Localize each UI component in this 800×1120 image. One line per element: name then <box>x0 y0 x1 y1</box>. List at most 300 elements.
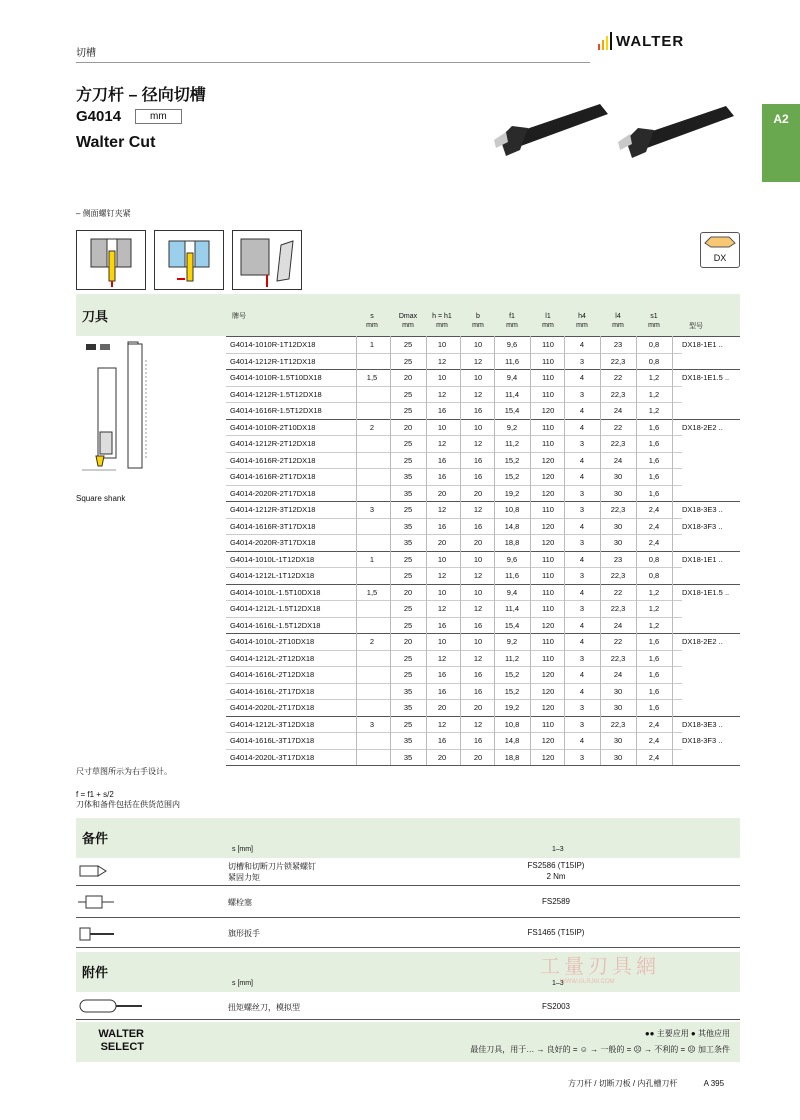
table-cell: 9,2 <box>506 637 518 646</box>
watermark-url: WWW.GLRJW.COM <box>560 979 615 985</box>
header-rule <box>76 62 590 63</box>
table-cell: 110 <box>542 389 554 399</box>
table-cell: 11,4 <box>504 604 520 613</box>
table-cell: 22 <box>613 422 623 432</box>
table-cell: 110 <box>542 587 554 597</box>
table-cell: DX18-2E2 .. <box>682 637 723 646</box>
watermark <box>540 950 660 985</box>
table-cell: 2 <box>369 422 375 432</box>
table-cell: 4 <box>579 620 585 630</box>
table-cell: 1,6 <box>648 488 660 498</box>
table-cell: 25 <box>403 406 413 415</box>
table-row[interactable] <box>226 534 740 551</box>
table-cell: 120 <box>541 686 555 696</box>
brand-name: Walter Cut <box>76 134 156 151</box>
table-cell: 1,2 <box>648 604 660 613</box>
table-cell: 35 <box>403 472 413 481</box>
table-cell: 12 <box>473 389 483 399</box>
table-cell: 4 <box>579 521 585 531</box>
table-cell: 2,4 <box>648 521 660 531</box>
table-cell: 4 <box>579 373 585 382</box>
cutoff-icon <box>154 230 224 290</box>
table-cell: 1,6 <box>648 439 660 448</box>
part-number-cell: G4014-1616L-2T12DX18 <box>230 670 315 679</box>
table-row[interactable] <box>226 452 740 469</box>
table-cell: 12 <box>473 653 483 663</box>
table-cell: 16 <box>473 472 483 481</box>
table-cell: 25 <box>403 356 413 366</box>
spare-row-screw <box>76 858 740 886</box>
table-row[interactable] <box>226 386 740 403</box>
table-cell: DX18-3F3 .. <box>682 521 723 531</box>
table-cell: 120 <box>541 455 555 465</box>
table-cell: 110 <box>542 637 554 646</box>
table-cell: 14,8 <box>504 736 520 745</box>
table-row[interactable] <box>226 468 740 485</box>
table-row[interactable] <box>226 584 740 601</box>
spares-sub-right: 1–3 <box>552 846 564 853</box>
table-cell: 24 <box>613 406 623 415</box>
table-cell: 10 <box>473 373 483 382</box>
column-divider <box>672 336 673 765</box>
table-cell: DX18-3F3 .. <box>682 736 723 745</box>
accessories-title: 附件 <box>82 965 109 980</box>
part-number-cell: G4014-1616R-3T17DX18 <box>230 521 316 531</box>
table-cell: 30 <box>613 488 623 498</box>
table-cell: 2 <box>369 637 375 646</box>
table-row[interactable] <box>226 435 740 452</box>
accessory-row <box>76 992 740 1020</box>
table-cell: 16 <box>437 736 447 745</box>
tool-image-left <box>612 98 740 170</box>
table-cell: 0,8 <box>648 356 660 366</box>
table-row[interactable] <box>226 567 740 584</box>
table-cell: 20 <box>403 422 413 432</box>
table-cell: 12 <box>473 571 483 580</box>
table-cell: 20 <box>473 488 483 498</box>
part-number-cell: G4014-1212L-3T12DX18 <box>230 719 315 729</box>
table-cell: 1,6 <box>648 422 660 432</box>
part-number-cell: G4014-1212R-1.5T12DX18 <box>230 389 322 399</box>
table-cell: 10 <box>473 554 483 564</box>
table-cell: 30 <box>613 472 623 481</box>
table-cell: 3 <box>369 505 375 514</box>
table-cell: 20 <box>437 488 447 498</box>
table-cell: 12 <box>473 439 483 448</box>
table-cell: 12 <box>437 389 447 399</box>
plug-icon <box>76 890 116 914</box>
table-cell: 12 <box>437 356 447 366</box>
part-number-cell: G4014-2020L-3T17DX18 <box>230 752 315 762</box>
table-cell: 10 <box>473 340 483 349</box>
table-cell: 9,2 <box>506 422 518 432</box>
table-cell: 4 <box>579 455 585 465</box>
table-row[interactable] <box>226 485 740 502</box>
table-cell: 1,2 <box>648 587 660 597</box>
table-row[interactable] <box>226 749 740 766</box>
table-cell: 3 <box>579 538 585 547</box>
table-cell: 20 <box>403 373 413 382</box>
table-cell: 4 <box>579 736 585 745</box>
walter-select-badge <box>76 1022 148 1062</box>
table-cell: 35 <box>403 752 413 762</box>
table-cell: DX18-3E3 .. <box>682 719 723 729</box>
table-cell: 3 <box>579 439 585 448</box>
table-cell: 110 <box>542 422 554 432</box>
table-cell: 1,6 <box>648 686 660 696</box>
footer-text: 方刀杆 / 切断刀板 / 内孔槽刀杆 <box>568 1079 678 1088</box>
column-divider <box>460 336 461 765</box>
spare-value: FS1465 (T15IP) <box>527 928 585 937</box>
table-cell: 16 <box>473 620 483 630</box>
table-cell: 16 <box>473 406 483 415</box>
table-cell: 30 <box>613 538 623 547</box>
table-cell: 30 <box>613 736 623 745</box>
table-row[interactable] <box>226 501 740 518</box>
table-cell: 10,8 <box>504 719 520 729</box>
column-divider <box>426 336 427 765</box>
table-row[interactable] <box>226 402 740 419</box>
table-cell: 14,8 <box>504 521 520 531</box>
watermark-text: 工量刃具網 <box>540 956 660 978</box>
table-cell: 10 <box>473 422 483 432</box>
table-cell: 4 <box>579 340 585 349</box>
table-cell: 3 <box>579 356 585 366</box>
table-cell: 25 <box>403 719 413 729</box>
logo-text: WALTER <box>616 32 685 50</box>
table-cell: 16 <box>437 455 447 465</box>
column-header: 牌号 <box>232 313 246 320</box>
table-cell: 16 <box>473 670 483 679</box>
column-header: h4 mm <box>576 313 588 329</box>
side-tab[interactable]: A2 <box>762 104 800 182</box>
table-cell: 1,2 <box>648 406 660 415</box>
table-row[interactable] <box>226 518 740 535</box>
table-cell: DX18-1E1 .. <box>682 554 723 564</box>
table-end-rule <box>226 765 740 766</box>
table-cell: 1,6 <box>648 472 660 481</box>
conditions-legend: 最佳刀具，用于… → 良好的 = ☺ → 一般的 = ☹ → 不利的 = ☹ 加工条件 <box>470 1045 730 1054</box>
table-cell: 22,3 <box>610 389 626 399</box>
part-number-cell: G4014-1616L-3T17DX18 <box>230 736 315 745</box>
table-cell: 0,8 <box>648 340 660 349</box>
part-number-cell: G4014-1616L-2T17DX18 <box>230 686 315 696</box>
table-cell: 22 <box>613 587 623 597</box>
part-number-cell: G4014-1616R-2T17DX18 <box>230 472 316 481</box>
table-cell: 12 <box>437 505 447 514</box>
table-cell: 11,6 <box>504 356 520 366</box>
spares-sub-left: s [mm] <box>232 846 253 853</box>
table-cell: 20 <box>473 538 483 547</box>
table-cell: 16 <box>437 620 447 630</box>
table-cell: 110 <box>542 719 554 729</box>
part-number-cell: G4014-1616L-1.5T12DX18 <box>230 620 321 630</box>
table-row[interactable] <box>226 353 740 370</box>
table-cell: 25 <box>403 389 413 399</box>
flag-wrench-icon <box>76 922 116 946</box>
spares-title: 备件 <box>82 831 109 846</box>
table-cell: 22,3 <box>610 653 626 663</box>
technical-drawing <box>76 340 224 490</box>
table-cell: 3 <box>579 719 585 729</box>
column-header: s1 mm <box>648 313 660 329</box>
table-cell: 30 <box>613 521 623 531</box>
unit-badge: mm <box>135 109 182 124</box>
spare-desc: 切槽和切断刀片锁紧螺钉 <box>228 862 316 871</box>
table-cell: 22 <box>613 373 623 382</box>
accessory-desc: 扭矩螺丝刀，模拟型 <box>228 1003 300 1012</box>
table-cell: 10 <box>473 637 483 646</box>
table-cell: 4 <box>579 554 585 564</box>
table-cell: 110 <box>542 653 554 663</box>
table-cell: 110 <box>542 356 554 366</box>
table-cell: 120 <box>541 406 555 415</box>
accessories-sub-right: 1–3 <box>552 980 564 987</box>
table-cell: 120 <box>541 736 555 745</box>
spare-row-plug <box>76 886 740 918</box>
spare-value-2: 2 Nm <box>546 872 566 881</box>
table-cell: 12 <box>437 653 447 663</box>
table-cell: 11,2 <box>504 653 520 663</box>
part-number-cell: G4014-1616R-2T12DX18 <box>230 455 316 465</box>
spare-desc: 旗形扳手 <box>228 929 260 938</box>
table-cell: 25 <box>403 505 413 514</box>
part-number-cell: G4014-1010R-2T10DX18 <box>230 422 316 432</box>
column-divider <box>356 336 357 765</box>
table-cell: 1 <box>369 554 375 564</box>
table-row[interactable] <box>226 633 740 650</box>
table-cell: 18,8 <box>504 538 520 547</box>
table-cell: 2,4 <box>648 719 660 729</box>
table-cell: 22,3 <box>610 604 626 613</box>
table-cell: 25 <box>403 439 413 448</box>
table-row[interactable] <box>226 369 740 386</box>
table-cell: 22,3 <box>610 719 626 729</box>
table-cell: 15,2 <box>504 472 520 481</box>
table-cell: 22 <box>613 637 623 646</box>
table-cell: 35 <box>403 488 413 498</box>
spares-header <box>76 818 740 858</box>
table-cell: 20 <box>437 703 447 712</box>
table-cell: 20 <box>403 637 413 646</box>
table-cell: 12 <box>437 571 447 580</box>
select-badge-line1: WALTER <box>98 1028 144 1040</box>
table-cell: 30 <box>613 752 623 762</box>
walter-logo <box>598 32 684 50</box>
table-cell: 3 <box>579 505 585 514</box>
table-cell: 1,5 <box>366 373 378 382</box>
clamp-note: – 侧面螺钉夹紧 <box>76 209 131 218</box>
drawing-caption: Square shank <box>76 494 126 503</box>
table-cell: 16 <box>437 686 447 696</box>
table-row[interactable] <box>226 650 740 667</box>
table-cell: 4 <box>579 406 585 415</box>
table-cell: 110 <box>542 373 554 382</box>
insert-type-badge <box>700 232 740 268</box>
table-cell: 25 <box>403 571 413 580</box>
table-cell: 20 <box>403 587 413 597</box>
spare-row-wrench <box>76 918 740 948</box>
column-header: 型号 <box>689 323 703 330</box>
logo-bars-icon <box>598 32 612 50</box>
table-cell: 12 <box>473 719 483 729</box>
table-cell: 4 <box>579 472 585 481</box>
table-cell: 120 <box>541 670 555 679</box>
table-cell: 15,2 <box>504 670 520 679</box>
spare-value: FS2586 (T15IP) <box>527 861 585 870</box>
column-header: s mm <box>366 313 378 329</box>
part-number-cell: G4014-1010L-1.5T10DX18 <box>230 587 321 597</box>
column-divider <box>390 336 391 765</box>
tools-section-title: 刀具 <box>82 309 109 324</box>
table-cell: 22,3 <box>610 439 626 448</box>
table-cell: 24 <box>613 455 623 465</box>
table-cell: 110 <box>542 505 554 514</box>
part-number-cell: G4014-1212R-3T12DX18 <box>230 505 316 514</box>
table-cell: 2,4 <box>648 505 660 514</box>
table-cell: 23 <box>613 554 623 564</box>
table-cell: DX18-2E2 .. <box>682 422 723 432</box>
table-cell: 120 <box>541 538 555 547</box>
table-cell: 3 <box>579 604 585 613</box>
column-divider <box>530 336 531 765</box>
table-cell: 110 <box>542 571 554 580</box>
table-cell: 10 <box>437 587 447 597</box>
table-cell: 4 <box>579 686 585 696</box>
table-cell: 4 <box>579 670 585 679</box>
table-row[interactable] <box>226 336 740 353</box>
table-cell: 24 <box>613 670 623 679</box>
table-row[interactable] <box>226 551 740 568</box>
table-cell: 15,2 <box>504 455 520 465</box>
table-cell: 16 <box>437 521 447 531</box>
part-number-cell: G4014-1212R-1T12DX18 <box>230 356 316 366</box>
table-cell: 3 <box>369 719 375 729</box>
table-cell: 120 <box>541 521 555 531</box>
column-divider <box>564 336 565 765</box>
table-cell: 10 <box>473 587 483 597</box>
table-cell: 16 <box>473 736 483 745</box>
table-cell: 4 <box>579 587 585 597</box>
part-number-cell: G4014-2020L-2T17DX18 <box>230 703 315 712</box>
table-cell: 11,4 <box>504 389 520 399</box>
table-cell: 15,4 <box>504 620 520 630</box>
table-cell: 12 <box>473 356 483 366</box>
column-header: Dmax mm <box>398 313 418 329</box>
table-cell: 12 <box>437 719 447 729</box>
table-cell: 1,6 <box>648 670 660 679</box>
table-cell: 110 <box>542 604 554 613</box>
part-number-cell: G4014-1212R-2T12DX18 <box>230 439 316 448</box>
table-cell: DX18-1E1 .. <box>682 340 723 349</box>
table-row[interactable] <box>226 666 740 683</box>
section-label: 切槽 <box>76 48 96 59</box>
part-number-cell: G4014-1212L-1.5T12DX18 <box>230 604 321 613</box>
table-cell: 3 <box>579 653 585 663</box>
table-cell: 4 <box>579 422 585 432</box>
note-scope: 刀体和备件包括在供货范围内 <box>76 800 180 809</box>
table-cell: 35 <box>403 538 413 547</box>
table-cell: 2,4 <box>648 736 660 745</box>
table-cell: 16 <box>473 521 483 531</box>
accessories-sub-left: s [mm] <box>232 980 253 987</box>
table-cell: 30 <box>613 686 623 696</box>
table-cell: 10 <box>437 637 447 646</box>
application-legend: ●● 主要应用 ● 其他应用 <box>644 1029 730 1038</box>
table-cell: 20 <box>437 538 447 547</box>
table-cell: 24 <box>613 620 623 630</box>
product-code-row <box>76 108 182 125</box>
table-cell: 35 <box>403 736 413 745</box>
table-cell: 3 <box>579 703 585 712</box>
part-number-cell: G4014-1616R-1.5T12DX18 <box>230 406 322 415</box>
part-number-cell: G4014-2020R-3T17DX18 <box>230 538 316 547</box>
profiling-icon <box>232 230 302 290</box>
table-cell: 19,2 <box>504 488 520 498</box>
table-cell: 120 <box>541 620 555 630</box>
table-cell: 110 <box>542 554 554 564</box>
column-header: f1 mm <box>506 313 518 329</box>
select-badge-line2: SELECT <box>100 1041 144 1053</box>
table-row[interactable] <box>226 600 740 617</box>
table-cell: 15,2 <box>504 686 520 696</box>
table-cell: 2,4 <box>648 752 660 762</box>
table-row[interactable] <box>226 716 740 733</box>
part-number-cell: G4014-1010R-1.5T10DX18 <box>230 373 322 382</box>
table-cell: 22,3 <box>610 571 626 580</box>
table-cell: 16 <box>437 472 447 481</box>
part-number-cell: G4014-1010L-2T10DX18 <box>230 637 315 646</box>
table-cell: 9,4 <box>506 587 518 597</box>
table-cell: 20 <box>437 752 447 762</box>
table-cell: 25 <box>403 604 413 613</box>
spare-value: FS2589 <box>541 897 571 906</box>
table-cell: 20 <box>473 703 483 712</box>
table-cell: 25 <box>403 620 413 630</box>
table-row[interactable] <box>226 683 740 700</box>
table-cell: 30 <box>613 703 623 712</box>
table-cell: 120 <box>541 488 555 498</box>
table-row[interactable] <box>226 732 740 749</box>
table-row[interactable] <box>226 617 740 634</box>
dx-label: DX <box>713 253 727 263</box>
table-cell: 3 <box>579 571 585 580</box>
table-cell: 1 <box>369 340 375 349</box>
table-cell: 11,2 <box>504 439 520 448</box>
page-footer <box>568 1078 724 1089</box>
note-right-hand: 尺寸草图所示为右手设计。 <box>76 767 172 776</box>
torque-screwdriver-icon <box>76 994 146 1018</box>
table-cell: 18,8 <box>504 752 520 762</box>
column-divider <box>600 336 601 765</box>
spare-desc-2: 紧固力矩 <box>228 873 260 882</box>
table-cell: 20 <box>473 752 483 762</box>
table-cell: 25 <box>403 340 413 349</box>
table-row[interactable] <box>226 699 740 716</box>
table-cell: 16 <box>437 406 447 415</box>
page-title: 方刀杆 – 径向切槽 <box>76 87 206 104</box>
table-cell: 0,8 <box>648 554 660 564</box>
table-cell: 12 <box>473 604 483 613</box>
walter-select-bar <box>76 1022 740 1062</box>
table-cell: 120 <box>541 752 555 762</box>
table-cell: DX18-1E1.5 .. <box>682 373 730 382</box>
table-row[interactable] <box>226 419 740 436</box>
part-number-cell: G4014-1010L-1T12DX18 <box>230 554 315 564</box>
table-cell: 9,6 <box>506 554 518 564</box>
table-cell: 1,6 <box>648 703 660 712</box>
table-cell: 110 <box>542 340 554 349</box>
